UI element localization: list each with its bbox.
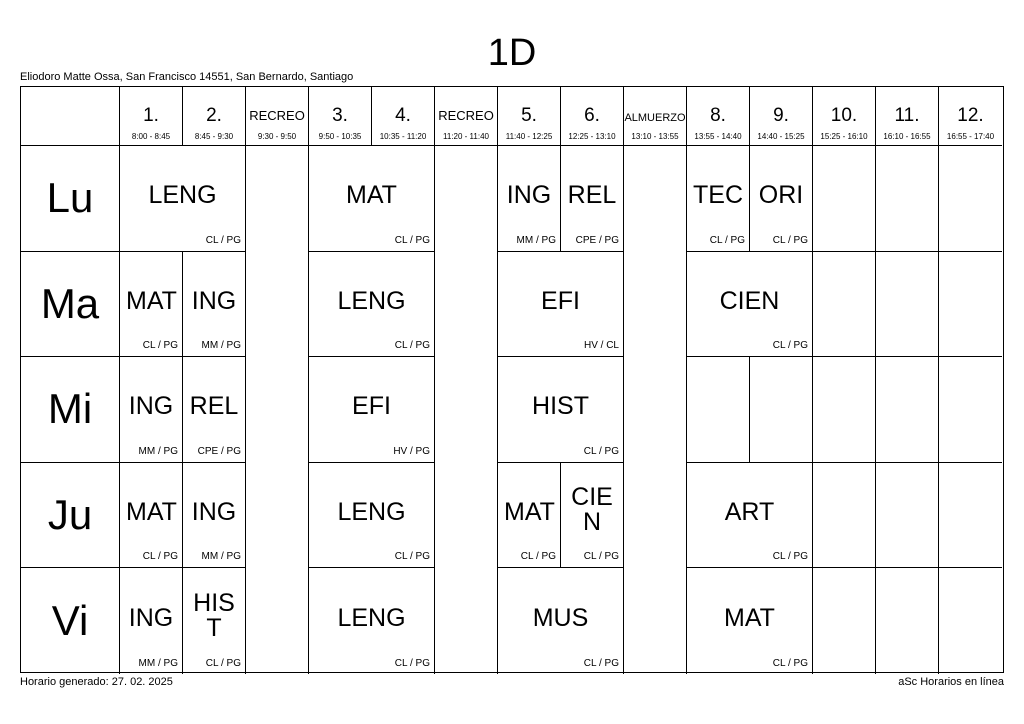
lesson-cell (120, 357, 183, 463)
empty-cell (813, 463, 876, 569)
empty-cell (939, 146, 1002, 252)
empty-cell (939, 568, 1002, 674)
generated-date: Horario generado: 27. 02. 2025 (20, 676, 173, 688)
empty-cell (813, 568, 876, 674)
period-label: 1. (143, 105, 159, 126)
lesson-cell (561, 146, 624, 252)
empty-cell (813, 252, 876, 358)
room-code: CL / PG (394, 234, 430, 246)
break-cell (624, 252, 687, 358)
period-label: 9. (773, 105, 789, 126)
room-code: CL / PG (583, 445, 619, 457)
period-label: 10. (830, 105, 858, 126)
period-label: RECREO (438, 108, 494, 123)
subject-name: MAT (724, 603, 775, 632)
room-code: CL / PG (394, 551, 430, 562)
lesson-cell (498, 357, 624, 463)
break-cell (435, 463, 498, 569)
break-cell (624, 463, 687, 569)
break-cell (435, 252, 498, 358)
lesson-cell (309, 463, 435, 569)
lesson-cell (309, 146, 435, 252)
room-code: CL / PG (394, 657, 430, 669)
subject-name: MAT (126, 497, 177, 526)
period-header (939, 87, 1002, 146)
period-time: 10:35 - 11:20 (379, 132, 427, 141)
lesson-cell (498, 568, 624, 674)
lesson-cell (687, 146, 750, 252)
subject-name: LENG (337, 497, 406, 526)
timetable-grid (20, 86, 1004, 673)
subject-name: MAT (126, 286, 177, 315)
room-code: CL / PG (520, 551, 556, 562)
lesson-cell (498, 463, 561, 569)
subject-name: ING (191, 286, 237, 315)
room-code: MM / PG (138, 657, 178, 669)
period-time: 11:20 - 11:40 (443, 132, 489, 141)
subject-name: ING (128, 603, 174, 632)
room-code: CPE / PG (197, 445, 241, 457)
subject-name: ING (506, 181, 552, 210)
room-code: CL / PG (205, 234, 241, 246)
school-address: Eliodoro Matte Ossa, San Francisco 14551, San Bernardo, Santiago (20, 71, 354, 83)
period-label: 5. (521, 105, 537, 126)
subject-name: ING (191, 497, 237, 526)
room-code: CL / PG (142, 340, 178, 351)
room-code: MM / PG (201, 551, 241, 562)
break-cell (246, 357, 309, 463)
subject-name: TEC (693, 181, 743, 210)
period-time: 16:10 - 16:55 (883, 132, 931, 141)
break-cell (435, 568, 498, 674)
room-code: MM / PG (138, 445, 178, 457)
period-header (309, 87, 372, 146)
lesson-cell (309, 252, 435, 358)
subject-name: HIST (532, 392, 589, 421)
break-cell (246, 146, 309, 252)
break-cell (624, 146, 687, 252)
subject-name: REL (189, 392, 239, 421)
period-time: 11:40 - 12:25 (505, 132, 553, 141)
subject-name: ING (128, 392, 174, 421)
empty-cell (876, 463, 939, 569)
subject-name: MAT (346, 181, 397, 210)
subject-name: LENG (148, 181, 217, 210)
period-label: 8. (710, 105, 726, 126)
room-code: CL / PG (709, 234, 745, 246)
empty-cell (813, 357, 876, 463)
subject-name: EFI (541, 286, 580, 315)
lesson-cell (183, 568, 246, 674)
period-time: 14:40 - 15:25 (757, 132, 805, 141)
period-label: 12. (957, 105, 984, 126)
break-cell (246, 463, 309, 569)
empty-cell (687, 357, 750, 463)
lesson-cell (183, 463, 246, 569)
subject-name: LENG (337, 603, 406, 632)
room-code: HV / PG (393, 445, 430, 457)
period-header (813, 87, 876, 146)
room-code: CL / PG (205, 657, 241, 669)
period-time: 15:25 - 16:10 (820, 132, 868, 141)
lesson-cell (687, 463, 813, 569)
subject-name: CIEN (719, 286, 780, 315)
period-header (120, 87, 183, 146)
period-time: 8:45 - 9:30 (194, 132, 234, 141)
empty-cell (939, 252, 1002, 358)
period-label: 2. (206, 105, 222, 126)
room-code: CPE / PG (575, 234, 619, 246)
room-code: MM / PG (201, 340, 241, 351)
period-header (561, 87, 624, 146)
subject-name: MAT (504, 497, 555, 526)
subject-name: ORI (758, 181, 804, 210)
day-label: Lu (21, 146, 120, 252)
period-header (183, 87, 246, 146)
room-code: CL / PG (772, 340, 808, 351)
subject-name: HIST (193, 588, 235, 642)
break-cell (435, 357, 498, 463)
lesson-cell (561, 463, 624, 569)
subject-name: CIEN (571, 482, 613, 536)
room-code: CL / PG (583, 551, 619, 562)
period-header (624, 87, 687, 146)
room-code: CL / PG (772, 657, 808, 669)
period-label: 6. (584, 105, 600, 126)
subject-name: REL (567, 181, 617, 210)
lesson-cell (183, 252, 246, 358)
period-header (246, 87, 309, 146)
period-label: 3. (332, 105, 348, 126)
period-time: 13:10 - 13:55 (631, 132, 679, 141)
empty-cell (813, 146, 876, 252)
empty-cell (876, 568, 939, 674)
subject-name: ART (724, 497, 775, 526)
period-time: 9:30 - 9:50 (257, 132, 297, 141)
period-label: 11. (894, 105, 920, 126)
lesson-cell (183, 357, 246, 463)
room-code: CL / PG (394, 340, 430, 351)
period-time: 16:55 - 17:40 (946, 132, 995, 141)
lesson-cell (687, 568, 813, 674)
period-label: 4. (395, 105, 411, 126)
subject-name: LENG (337, 286, 406, 315)
break-cell (624, 357, 687, 463)
period-time: 8:00 - 8:45 (131, 132, 171, 141)
lesson-cell (687, 252, 813, 358)
day-label: Vi (21, 568, 120, 674)
day-label: Ju (21, 463, 120, 569)
empty-cell (876, 252, 939, 358)
empty-cell (939, 357, 1002, 463)
period-time: 9:50 - 10:35 (318, 132, 362, 141)
empty-cell (939, 463, 1002, 569)
break-cell (246, 568, 309, 674)
period-time: 12:25 - 13:10 (568, 132, 616, 141)
room-code: CL / PG (772, 551, 808, 562)
lesson-cell (120, 568, 183, 674)
room-code: HV / CL (583, 340, 619, 351)
period-header (750, 87, 813, 146)
lesson-cell (120, 146, 246, 252)
lesson-cell (309, 357, 435, 463)
period-header (498, 87, 561, 146)
brand-label: aSc Horarios en línea (898, 676, 1004, 688)
period-label: RECREO (249, 108, 305, 123)
period-time: 13:55 - 14:40 (694, 132, 742, 141)
empty-cell (876, 357, 939, 463)
subject-name: EFI (352, 392, 391, 421)
period-label: ALMUERZO (624, 112, 686, 124)
lesson-cell (498, 146, 561, 252)
day-label: Mi (21, 357, 120, 463)
room-code: CL / PG (772, 234, 808, 246)
corner-cell (21, 87, 120, 146)
lesson-cell (120, 252, 183, 358)
period-header (372, 87, 435, 146)
day-label: Ma (21, 252, 120, 358)
empty-cell (750, 357, 813, 463)
room-code: CL / PG (142, 551, 178, 562)
lesson-cell (750, 146, 813, 252)
lesson-cell (309, 568, 435, 674)
subject-name: MUS (532, 603, 589, 632)
period-header (687, 87, 750, 146)
break-cell (435, 146, 498, 252)
empty-cell (876, 146, 939, 252)
break-cell (624, 568, 687, 674)
lesson-cell (120, 463, 183, 569)
page-title: 1D (487, 32, 537, 74)
room-code: CL / PG (583, 657, 619, 669)
room-code: MM / PG (516, 234, 556, 246)
break-cell (246, 252, 309, 358)
period-header (435, 87, 498, 146)
period-header (876, 87, 939, 146)
lesson-cell (498, 252, 624, 358)
